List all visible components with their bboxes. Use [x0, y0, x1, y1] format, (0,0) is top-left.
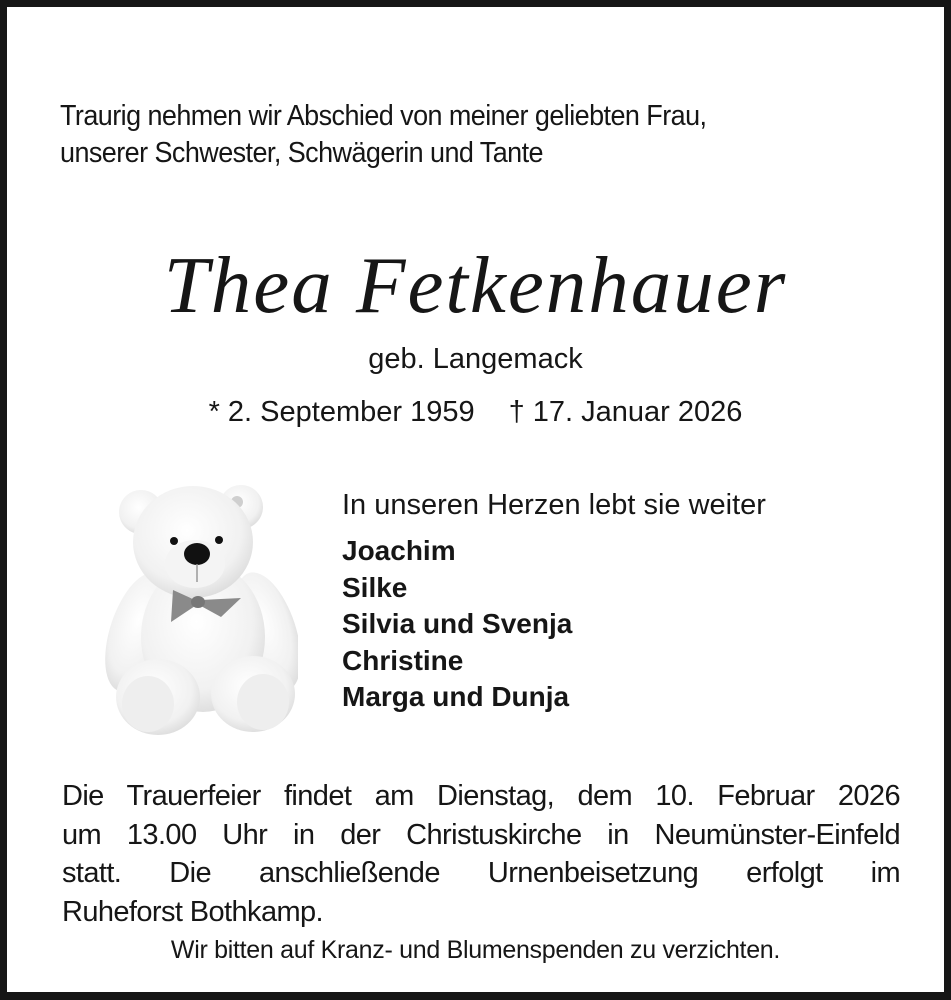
intro-line: Traurig nehmen wir Abschied von meiner geliebten Frau,: [60, 100, 707, 132]
service-details: [62, 777, 900, 931]
maiden-name: geb. Langemack: [368, 343, 583, 375]
life-dates: [7, 394, 944, 430]
intro-line: unserer Schwester, Schwägerin und Tante: [60, 137, 543, 169]
teddy-bear-icon: [103, 472, 298, 737]
mourner-name: Silke: [342, 571, 408, 603]
mourner-name: Silvia und Svenja: [342, 608, 573, 639]
service-line: Ruheforst Bothkamp.: [62, 895, 324, 928]
donation-request: Wir bitten auf Kranz- und Blumenspenden zu verzichten.: [170, 936, 781, 964]
intro-text: [60, 98, 860, 172]
deceased-name: Thea Fetkenhauer: [163, 240, 788, 330]
mourners-list: [342, 533, 902, 716]
mourner-name: Marga und Dunja: [342, 681, 570, 712]
mourner-name: Joachim: [342, 535, 456, 566]
death-date: † 17. Januar 2026: [508, 396, 743, 428]
birth-date: * 2. September 1959: [208, 396, 475, 428]
mourners-lead: In unseren Herzen lebt sie weiter: [342, 489, 766, 521]
service-line: um 13.00 Uhr in der Christuskirche in Neumünster-Einfeld: [62, 818, 900, 851]
mourners-section: [342, 485, 902, 716]
service-line: Die Trauerfeier findet am Dienstag, dem 10. Februar 2026: [62, 780, 900, 812]
service-line: statt. Die anschließende Urnenbeisetzung erfolgt im: [62, 857, 900, 889]
mourner-name: Christine: [342, 644, 464, 676]
obituary-notice: [7, 7, 944, 992]
